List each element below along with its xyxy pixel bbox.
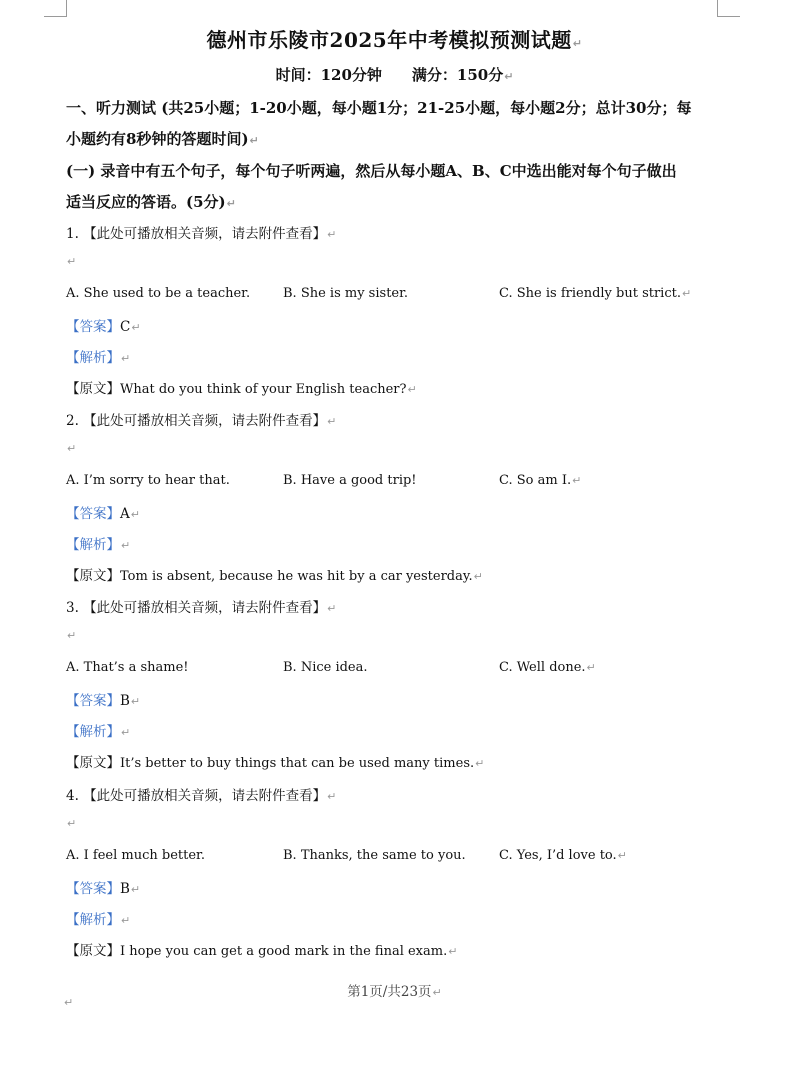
analysis-line: 【解析】↵ [66,350,131,366]
option-a: A. I feel much better. [66,848,205,863]
answer-value: A [120,506,130,522]
answer-line: 【答案】B↵ [66,881,141,897]
option-b: B. She is my sister. [283,286,409,301]
option-b: B. Thanks, the same to you. [283,848,466,863]
original-text-line: 【原文】Tom is absent, because he was hit by a car yesterday.↵ [66,568,483,584]
crop-mark-top-left [44,0,67,17]
option-c: C. So am I.↵ [499,473,582,488]
answer-line: 【答案】A↵ [66,506,140,522]
analysis-line: 【解析】↵ [66,912,131,928]
option-c: C. She is friendly but strict.↵ [499,286,692,301]
section-heading-line-2: 小题约有8秒钟的答题时间)↵ [66,130,259,148]
option-c: C. Yes, I’d love to.↵ [499,848,627,863]
option-a: A. That’s a shame! [66,660,189,675]
blank-line: ↵ [67,817,77,830]
question-prompt: 1. 【此处可播放相关音频，请去附件查看】↵ [66,226,337,242]
blank-line: ↵ [67,442,77,455]
exam-score: 满分：150分 [411,66,504,84]
answer-value: C [120,319,131,335]
original-text-line: 【原文】It’s better to buy things that can be used many times.↵ [66,755,485,771]
option-a: A. I’m sorry to hear that. [66,473,230,488]
blank-line: ↵ [67,629,77,642]
option-a: A. She used to be a teacher. [66,286,251,301]
answer-line: 【答案】C↵ [66,319,141,335]
question-prompt: 2. 【此处可播放相关音频，请去附件查看】↵ [66,413,337,429]
exam-info: 时间：120分钟 满分：150分↵ [275,66,514,84]
question-prompt: 4. 【此处可播放相关音频，请去附件查看】↵ [66,788,337,804]
document-title: 德州市乐陵市2025年中考模拟预测试题↵ [206,28,583,52]
part-instruction-line-2: 适当反应的答语。(5分)↵ [66,193,236,211]
answer-value: B [120,693,130,709]
exam-time: 时间：120分钟 [275,66,382,84]
part-instruction-line-1: (一) 录音中有五个句子，每个句子听两遍，然后从每小题A、B、C中选出能对每个句子做出 [66,162,677,180]
analysis-line: 【解析】↵ [66,537,131,553]
answer-line: 【答案】B↵ [66,693,141,709]
section-heading-line-1: 一、听力测试 (共25小题；1-20小题，每小题1分；21-25小题，每小题2分；总计30分；每 [66,99,692,117]
answer-value: B [120,881,130,897]
option-b: B. Nice idea. [283,660,368,675]
blank-line: ↵ [67,255,77,268]
crop-mark-top-right [717,0,740,17]
original-text-line: 【原文】I hope you can get a good mark in the final exam.↵ [66,943,458,959]
question-prompt: 3. 【此处可播放相关音频，请去附件查看】↵ [66,600,337,616]
option-c: C. Well done.↵ [499,660,596,675]
analysis-line: 【解析】↵ [66,724,131,740]
page-footer: 第1页/共23页↵ [347,984,442,1000]
original-text-line: 【原文】What do you think of your English teacher?↵ [66,381,417,397]
option-b: B. Have a good trip! [283,473,417,488]
paragraph-mark: ↵ [64,996,74,1009]
